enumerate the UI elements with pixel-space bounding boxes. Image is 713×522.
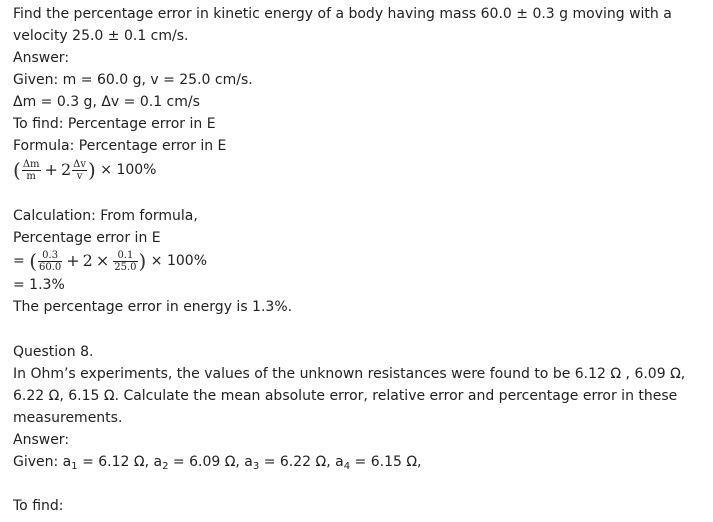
q7-conclusion: The percentage error in energy is 1.3%. bbox=[13, 299, 293, 315]
times-100: × 100% bbox=[150, 253, 208, 269]
q8-question-line-3: measurements. bbox=[13, 410, 123, 426]
times-100: × 100% bbox=[100, 162, 157, 178]
q7-result: = 1.3% bbox=[13, 277, 65, 293]
q7-formula bbox=[13, 156, 156, 184]
coefficient: 2 bbox=[60, 160, 72, 179]
right-paren: ) bbox=[88, 158, 96, 182]
q7-deltas: Δm = 0.3 g, Δv = 0.1 cm/s bbox=[13, 94, 200, 110]
q7-to-find: To find: Percentage error in E bbox=[13, 116, 216, 132]
q8-heading: Question 8. bbox=[13, 344, 94, 360]
formula-fraction-dm-m: $\frac{\Delta m}{m}$ bbox=[22, 158, 40, 182]
plus-sign: + bbox=[66, 251, 80, 270]
equals-sign: = bbox=[13, 253, 25, 269]
calc-fraction-mass: $\frac{0.3}{60.0}$ bbox=[39, 249, 62, 273]
plus-sign: + bbox=[44, 160, 58, 179]
q7-calculation-label: Calculation: From formula, bbox=[13, 208, 198, 224]
left-paren: ( bbox=[29, 249, 37, 273]
q8-question-line-1: In Ohm’s experiments, the values of the unknown resistances were found to be 6.12 Ω , 6.09 Ω, bbox=[13, 366, 686, 382]
q7-question-line-1: Find the percentage error in kinetic energy of a body having mass 60.0 ± 0.3 g moving with a bbox=[13, 6, 672, 22]
q7-formula-label: Formula: Percentage error in E bbox=[13, 138, 227, 154]
times-sign: × bbox=[95, 251, 110, 270]
q7-percentage-label: Percentage error in E bbox=[13, 230, 161, 246]
q7-calculation bbox=[13, 247, 207, 275]
q7-given: Given: m = 60.0 g, v = 25.0 cm/s. bbox=[13, 72, 253, 88]
q8-to-find: To find: bbox=[13, 498, 64, 514]
coefficient: 2 bbox=[82, 251, 93, 270]
q8-answer-label: Answer: bbox=[13, 432, 70, 448]
right-paren: ) bbox=[138, 249, 147, 273]
q8-question-line-2: 6.22 Ω, 6.15 Ω. Calculate the mean absolute error, relative error and percentage error in these bbox=[13, 388, 678, 404]
q8-given: Given: $a_1 = 6.12$ Ω, $a_2 = 6.09$ Ω, $a_3 = 6.22$ Ω, $a_4 = 6.15$ Ω, bbox=[13, 454, 422, 472]
calc-fraction-velocity: $\frac{0.1}{25.0}$ bbox=[114, 249, 137, 273]
q7-answer-label: Answer: bbox=[13, 50, 70, 66]
q7-question-line-2: velocity 25.0 ± 0.1 cm/s. bbox=[13, 28, 189, 44]
left-paren: ( bbox=[13, 158, 21, 182]
formula-fraction-dv-v: $\frac{\Delta v}{v}$ bbox=[73, 158, 86, 182]
